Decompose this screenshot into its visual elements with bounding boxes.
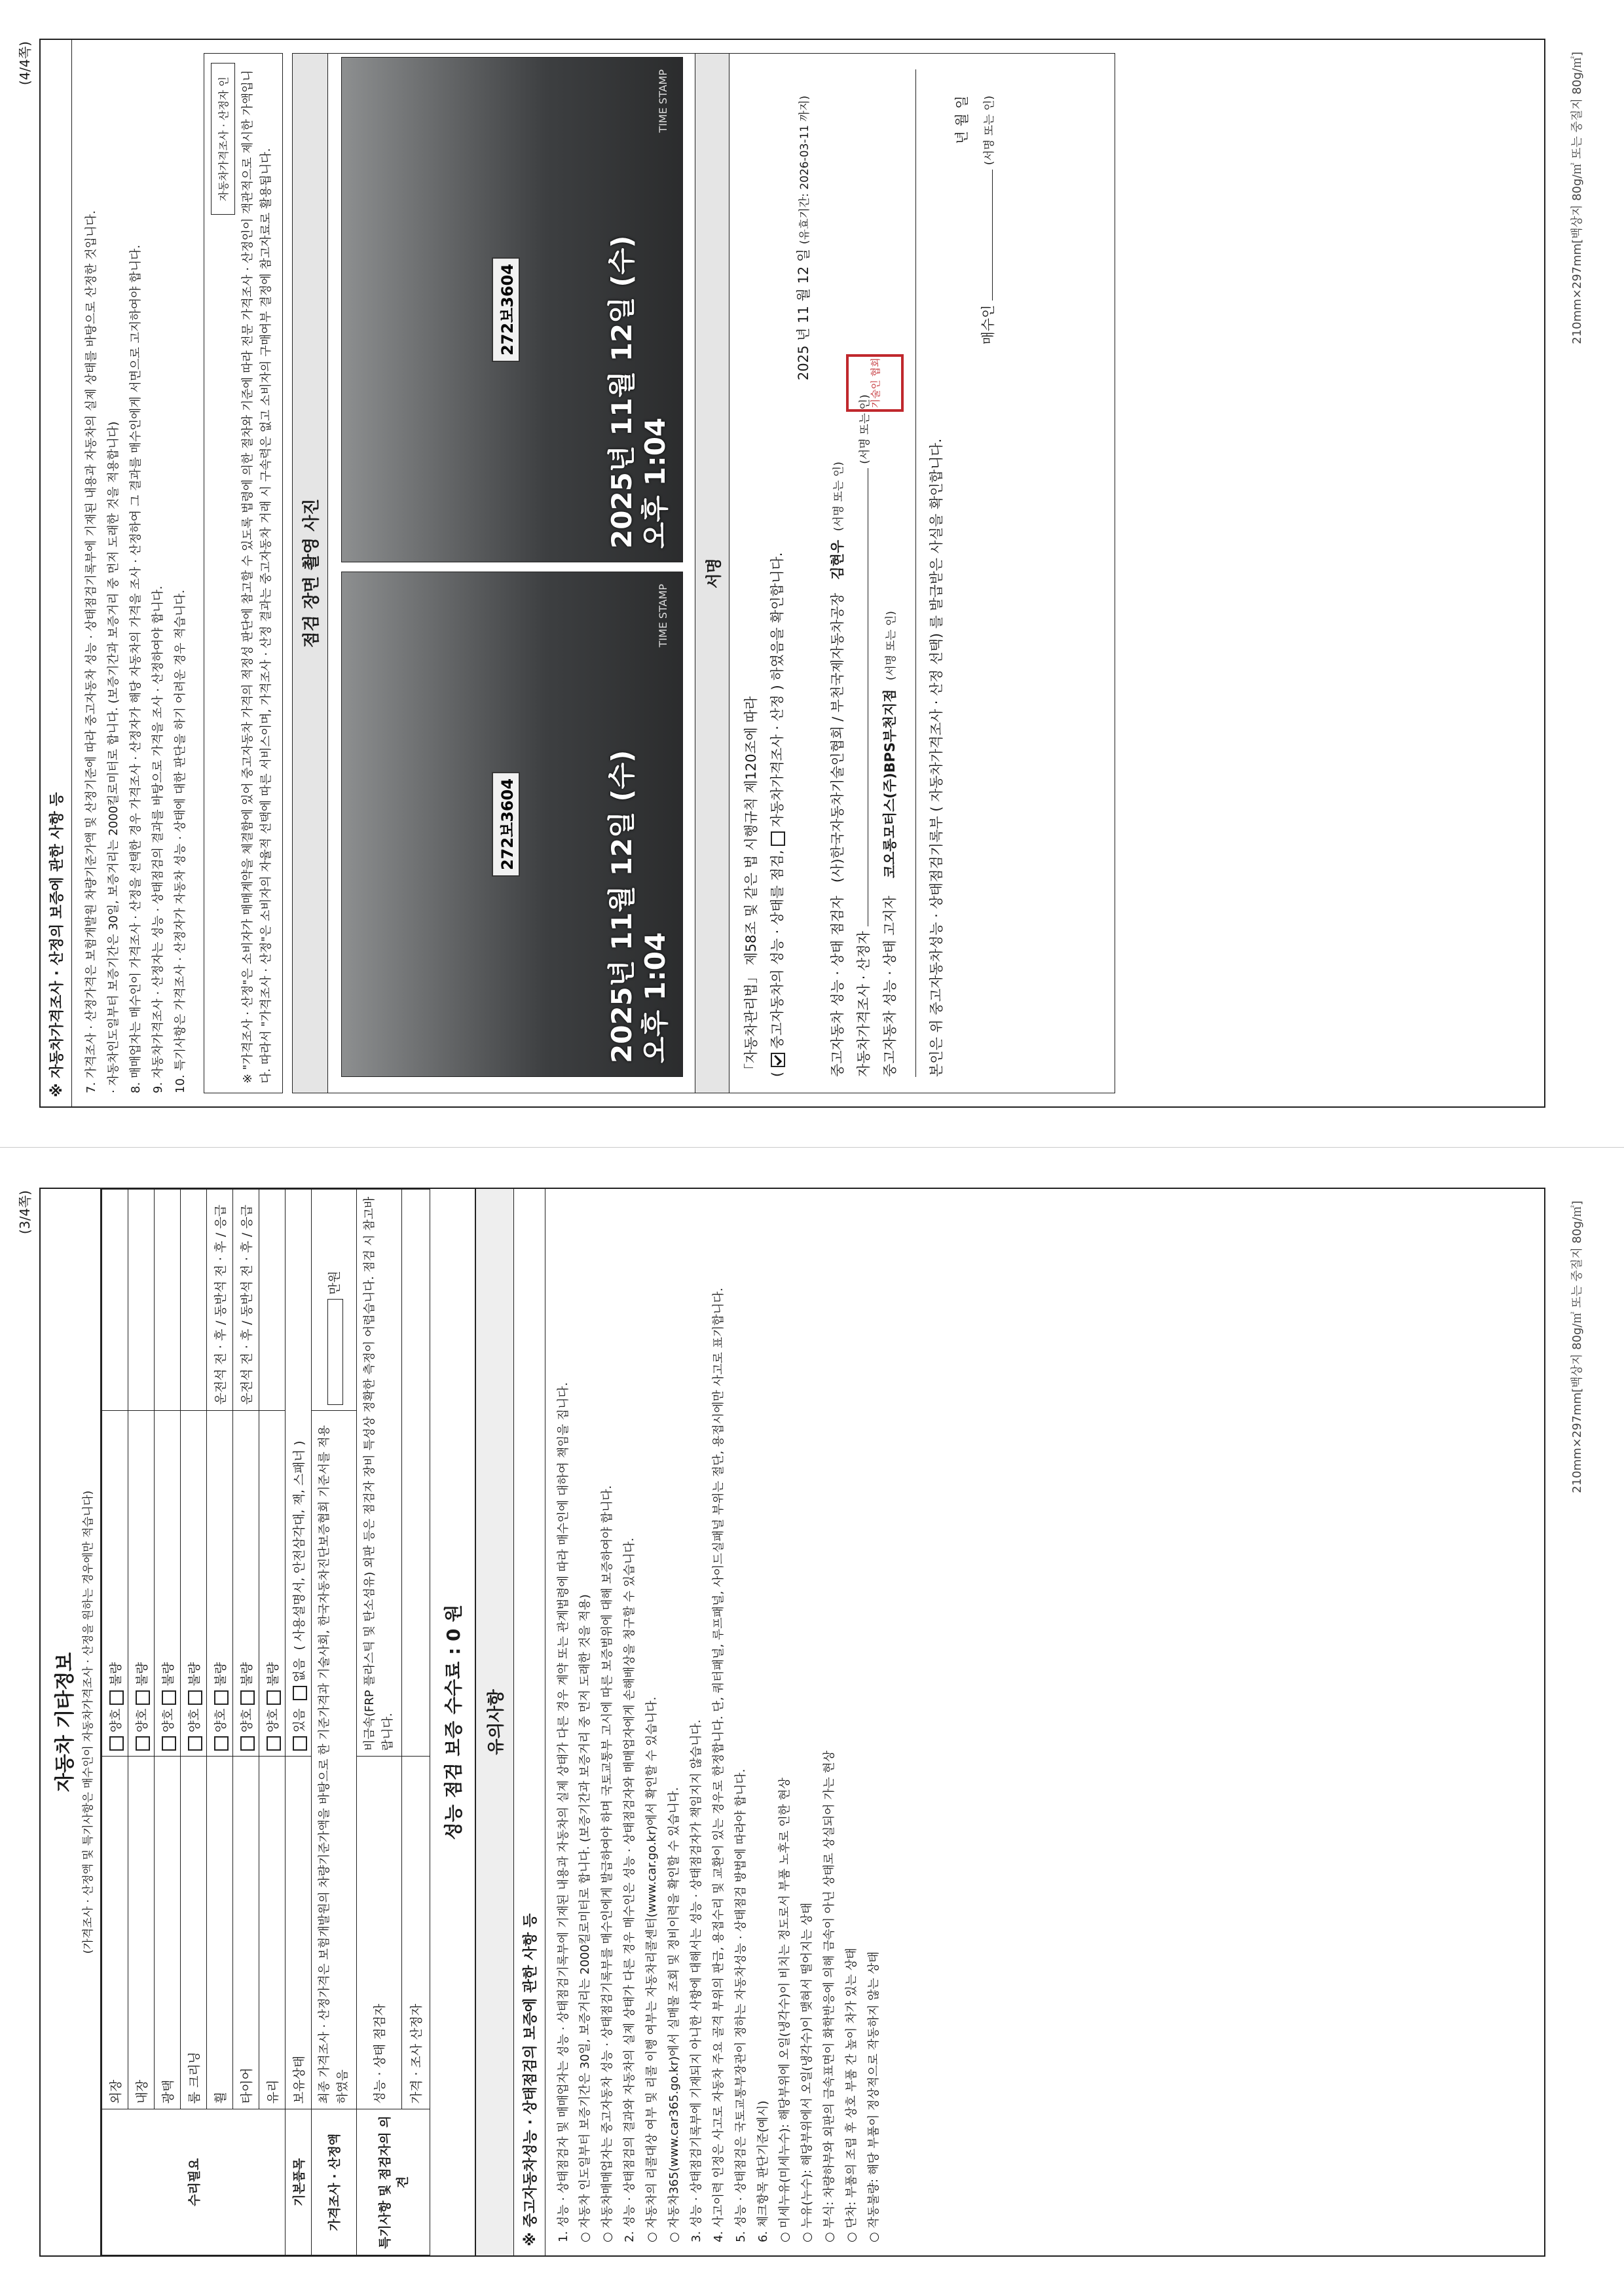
photo-timestamp: 2025년 11월 12일 (수) 오후 1:04 [606,750,671,1063]
repair-row [181,1190,207,2255]
repair-label: 수리필요 [102,2109,286,2255]
special-appraiser-note [401,1190,430,1757]
repair-row [259,1190,286,2255]
option-label: 양호 [161,1708,175,1733]
checkbox [240,1690,255,1705]
checkbox [188,1736,202,1751]
option-label: 없음 [292,1658,306,1683]
validity: (유효기간: 2026-03-11 까지) [798,96,812,245]
buyer-date: 년 월 일 [954,96,970,145]
guarantee-item: 8. 매매업자는 매수인이 가격조사 · 산정을 선택한 경우 가격조사 · 산정자가 해당 자동차의 가격을 조사 · 산정하여 그 결과를 매수인에게 서면으로 고지하여야 합니다. [128,244,143,1093]
sign-hint: (서명 또는 인) [983,96,997,166]
option-label: 불량 [240,1662,254,1686]
notice-item: ○ 단차: 부품의 조립 후 상호 부품 간 높이 차가 있는 상태 [845,1948,859,2242]
inspector-branch: 부천국제자동차공장 [829,592,845,713]
notifier-label: 중고자동차 성능 · 상태 고지자 [881,896,898,1077]
repair-position: 운전석 전 · 후 / 동반석 전 · 후 / 응급 [233,1190,259,1411]
notice-item: ○ 부식: 차량하부와 외판의 금속표면이 화학반응에 의해 금속이 아닌 상태로 상실되어 가는 현상 [822,1750,837,2242]
paper-size: 210mm×297mm[백상지 80g/㎡ 또는 중질지 80g/㎡] [1570,1201,1584,1493]
repair-options [181,1410,207,1757]
checkbox [293,1686,307,1700]
repair-options [233,1410,259,1757]
repair-position [128,1190,155,1411]
checkbox [162,1736,176,1751]
option-label: 양호 [187,1708,202,1733]
sign-hint: (서명 또는 인) [884,611,898,681]
option-label: 양호 [109,1708,123,1733]
inspection-photo-rear [341,57,683,562]
checkbox-inspection [771,1053,785,1067]
option-label: 양호 [266,1708,280,1733]
repair-position [102,1190,128,1411]
inspector-org: (사)한국자동차기술인협회 [829,725,845,883]
repair-options [207,1410,233,1757]
checkbox [214,1736,229,1751]
basic-items-list: ( 사용설명서, 안전삼각대, 잭, 스패너 ) [292,1440,306,1650]
checkbox [188,1690,202,1705]
buyer-label: 매수인 [980,304,997,345]
checkbox [109,1736,124,1751]
option-label: 양호 [135,1708,149,1733]
price-row [312,1190,357,2255]
item-list [72,40,200,1106]
confirm-text: ) 하였음을 확인합니다. [769,552,786,691]
notice-head: ※ 중고자동차성능 · 상태점검의 보증에 관한 사항 등 [514,1189,545,2255]
page-number: (3/4쪽) [17,1190,33,1235]
guarantee-item: 9. 자동차가격조사 · 산정자는 성능 · 상태점검의 결과를 바탕으로 가격을 조사 · 산정하여야 합니다. [151,585,165,1093]
notice-item: 3. 성능 · 상태점검기록부에 기재되지 아니한 사항에 대해서는 성능 · 상태점검자가 책임지지 않습니다. [689,1719,703,2242]
repair-table [101,1189,430,2255]
repair-category: 타이어 [233,1757,259,2109]
buyer-line [976,69,1002,1077]
page-title: 자동차 기타정보 [54,1652,77,1793]
repair-category: 외장 [102,1757,128,2109]
repair-category: 유리 [259,1757,286,2109]
option-label: 불량 [135,1662,149,1686]
repair-row [128,1190,155,2255]
repair-position [259,1190,286,1411]
notice-item: 6. 체크항목 판단기준(예시) [756,2100,770,2242]
photo-timestamp: 2025년 11월 12일 (수) 오후 1:04 [606,235,671,549]
sign-date: 2025 년 11 월 12 일 (유효기간: 2026-03-11 까지) [796,96,812,380]
photo-brand: TIME STAMP [657,69,670,133]
appraiser-label: 자동차가격조사 · 산정자 [855,931,872,1077]
check-label: 중고자동차의 성능 · 상태를 점검 [769,854,786,1049]
repair-position [155,1190,181,1411]
repair-options [128,1410,155,1757]
photo-title: 점검 장면 촬영 사진 [293,54,328,1093]
check-label: 자동차가격조사 · 산정 [769,695,786,828]
basic-items-row [286,1190,312,2255]
repair-row [155,1190,181,2255]
sign-hint: (서명 또는 인) [832,462,845,532]
repair-category: 광택 [155,1757,181,2109]
caution-text: ※ "가격조사 · 산정"은 소비자가 매매계약을 체결함에 있어 중고자동차 가격의 적정성 판단에 참고할 수 있도록 법령에 의한 절차와 기준에 따라 전문 가격조사 · 산정인이 객관적으로 제시한 가액입니다. 따라서 "가격조사 · 산정"은 소비자의 자율적 선택에 따른 서비스이며, 가격조사 · 산정 결과는 중고자동차 거래 시 구속력은 없고 소비자의 구매여부 결정에 참고자료로 활용됩니다. [241,69,274,1084]
price-label: 가격조사 · 산정액 [312,2109,357,2255]
notice-list [545,1189,893,2255]
option-label: 불량 [161,1662,175,1686]
checkbox [267,1690,281,1705]
page-subtitle: (가격조사 · 산정액 및 특기사항은 매수인이 자동차가격조사 · 산정을 원하는 경우에만 적습니다) [79,1189,101,2255]
inspector-name: 김현우 [829,539,845,580]
notice-item: ○ 자동차365(www.car365.go.kr)에서 실매물 조회 및 정비이력을 확인할 수 있습니다. [667,1787,682,2242]
check-line: ( 중고자동차의 성능 · 상태를 점검, 자동차가격조사 · 산정 ) 하였음을 확인합니다. [769,552,786,1077]
sign-title: 서명 [695,54,729,1093]
paper-size: 210mm×297mm[백상지 80g/㎡ 또는 중질지 80g/㎡] [1570,52,1584,344]
checkbox [136,1736,150,1751]
option-label: 양호 [213,1708,228,1733]
notice-item: 2. 성능 · 상태점검의 결과와 자동차의 실제 상태가 다른 경우 매수인은 성능 · 상태점검자와 매매업자에게 손해배상을 청구할 수 있습니다. [623,1537,637,2242]
repair-options [259,1410,286,1757]
notifier-line [877,69,904,1077]
inspector-label: 중고자동차 성능 · 상태 점검자 [829,896,845,1077]
notice-title: 유의사항 [476,1189,514,2255]
signature-section [695,53,1115,1093]
special-note: 비금속(FRP 플라스틱 및 탄소섬유) 외판 등은 점검자 장비 특성상 정확한 측정이 어렵습니다. 점검 시 참고바랍니다. [356,1190,401,1757]
basic-items-status: 보유상태 [286,1757,312,2109]
option-label: 양호 [240,1708,254,1733]
warranty-fee: 성능 점검 보증 수수료 : 0 원 [430,1189,476,2255]
license-plate: 272보3604 [492,772,520,877]
page-frame [39,1188,1545,2257]
notice-item: ○ 미세누유(미세누수): 해당부위에 오일(냉각수)이 비치는 정도로서 부품 노후로 인한 현상 [778,1777,792,2242]
special-row-2 [401,1190,430,2255]
repair-category: 휠 [207,1757,233,2109]
checkbox [293,1736,307,1751]
repair-category: 룸 크리닝 [181,1757,207,2109]
appraiser-line [851,69,877,1077]
repair-position [181,1190,207,1411]
inspector-line: 중고자동차 성능 · 상태 점검자 (사)한국자동차기술인협회 / 부천국제자동차공장 김현우 (서명 또는 인) [829,462,845,1077]
special-row-1 [356,1190,401,2255]
photo-section [292,53,695,1093]
repair-row [207,1190,233,2255]
repair-position: 운전석 전 · 후 / 동반석 전 · 후 / 응급 [207,1190,233,1411]
price-text: 최종 가격조사 · 산정가격은 보험개발원의 차량기준가액을 바탕으로 한 기준가격과 기술사회, 한국자동차진단보증협회 기준서를 적용하였음 [312,1410,357,2109]
notice-item: ○ 자동차 인도일부터 보증기간은 30일, 보증거리는 2000킬로미터로 합니다. (보증기간과 보증거리 중 먼저 도래한 것을 적용) [578,1594,593,2242]
special-appraiser: 가격 · 조사 산정자 [401,1757,430,2109]
price-value [312,1190,357,1411]
checkbox-appraisal [771,831,785,846]
page-3 [0,1148,1624,2296]
option-label: 있음 [292,1708,306,1733]
notice-item: ○ 누유(누수): 해당부위에서 오일(냉각수)이 맺혀서 떨어지는 상태 [800,1903,815,2242]
option-label: 불량 [187,1662,202,1686]
repair-options [102,1410,128,1757]
repair-category: 내장 [128,1757,155,2109]
notifier-name: 코오롱모터스(주)BPS부천지점 [881,689,898,879]
notice-item: ○ 작동불량: 해당 부품이 정상적으로 작동하지 않는 상태 [867,1951,881,2242]
checkbox [214,1690,229,1705]
option-label: 불량 [266,1662,280,1686]
page-number: (4/4쪽) [17,41,33,86]
section-head: ※ 자동차가격조사 · 산정의 보증에 관한 사항 등 [41,40,72,1106]
option-label: 불량 [213,1662,228,1686]
caution-box [204,53,283,1093]
repair-row [233,1190,259,2255]
special-label: 특기사항 및 점검자의 의견 [356,2109,430,2255]
guarantee-item: 10. 특기사항은 가격조사 · 산정자가 자동차 성능 · 상태에 대한 판단을 하기 어려운 경우 적습니다. [173,589,187,1093]
basic-items-options [286,1190,312,1757]
checkbox [240,1736,255,1751]
guarantee-item: · 자동차인도일부터 보증기간은 30일, 보증거리는 2000킬로미터로 합니다. (보증기간과 보증거리 중 먼저 도래한 것을 적용합니다) [106,421,120,1093]
page-frame [39,39,1545,1108]
notice-item: 4. 사고이력 인정은 사고로 자동차 주요 골격 부위의 판금, 용접수리 및 교환이 있는 경우로 한정합니다. 단, 쿼터패널, 루프패널, 사이드실패널 부위는 절단, 용접시에만 사고로 표기합니다. [711,1287,726,2242]
option-label: 불량 [109,1662,123,1686]
checkbox [267,1736,281,1751]
buyer-text: 본인은 위 중고자동차성능 · 상태점검기록부 ( 자동차가격조사 · 산정 선택) 를 발급받은 사실을 확인합니다. [915,69,950,1077]
sign-body [729,54,1011,1093]
repair-row [102,1190,128,2255]
checkbox [162,1690,176,1705]
notice-item: 5. 성능 · 상태점검은 국토교통부장관이 정하는 자동차성능 · 상태점검 방법에 따라야 합니다. [733,1768,748,2242]
photo-area [328,54,695,1093]
sign-hint: (서명 또는 인) [858,394,872,464]
basic-items-label: 기본품목 [286,2109,312,2255]
inspection-photo-front [341,572,683,1077]
law-text: 「자동차관리법」 제58조 및 같은 법 시행규칙 제120조에 따라 [743,696,760,1077]
notice-item: 1. 성능 · 상태점검자 및 매매업자는 성능 · 상태점검기록부에 기재된 내용과 자동차의 실제 상태가 다른 경우 계약 또는 관계법령에 따라 매수인에 대하여 책임을 집니다. [556,1382,570,2242]
guarantee-item: 7. 가격조사 · 산정가격은 보험개발원 차량기준가액 및 산정기준에 따라 중고자동차 성능 · 상태점검기록부에 기재된 내용과 자동차의 실제 상태를 바탕으로 산정한 것입니다. [84,210,98,1093]
stamp-label: 자동차가격조사 · 산정자 인 [211,63,235,1084]
notice-item: ○ 자동차매매업자는 중고자동차 성능 · 상태점검기록부를 매수인에게 발급하여야 하며 국토교통부 고시에 따른 보증범위에 대해 보증하여야 합니다. [600,1485,615,2242]
repair-options [155,1410,181,1757]
license-plate: 272보3604 [492,257,520,362]
photo-brand: TIME STAMP [657,584,670,647]
notice-item: ○ 자동차의 리콜대상 여부 및 리콜 이행 여부는 자동차리콜센터(www.car.go.kr)에서 확인할 수 있습니다. [645,1696,659,2242]
checkbox [136,1690,150,1705]
checkbox [109,1690,124,1705]
special-inspector: 성능 · 상태 점검자 [356,1757,401,2109]
price-unit: 만원 [327,1270,342,1295]
association-seal: 기술인 협회 [846,354,904,412]
